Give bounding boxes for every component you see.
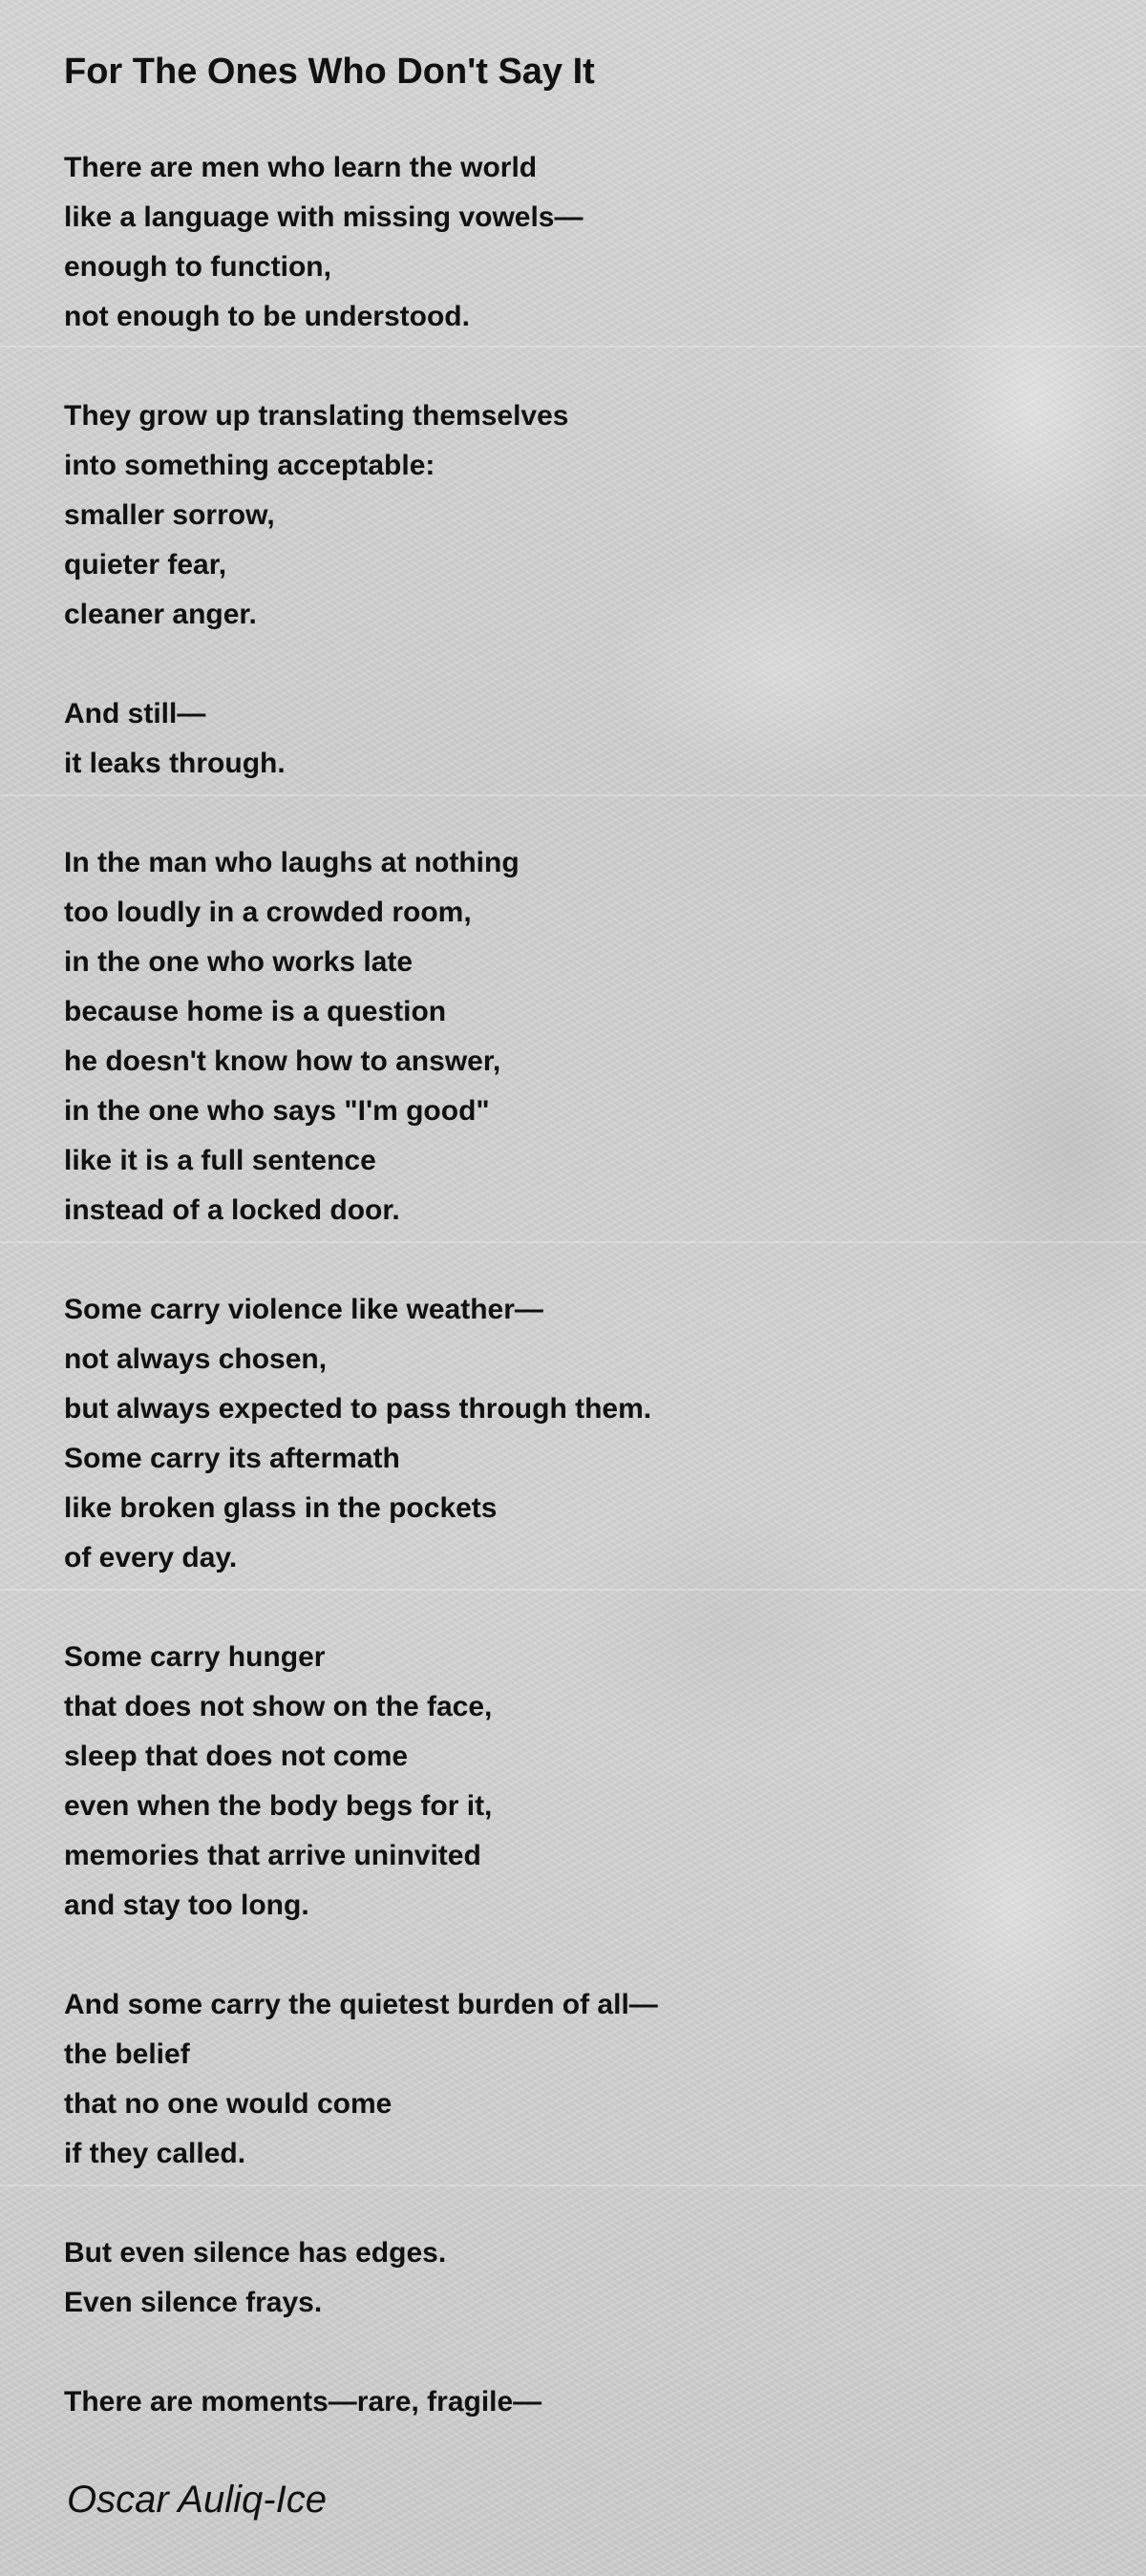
poem-line: not always chosen, xyxy=(64,1343,328,1375)
poem-line: memories that arrive uninvited xyxy=(64,1840,481,1871)
poem-title: For The Ones Who Don't Say It xyxy=(64,52,595,92)
poem-line: like broken glass in the pockets xyxy=(64,1492,498,1524)
poem-line: it leaks through. xyxy=(64,748,286,779)
poem-line: Some carry violence like weather— xyxy=(64,1294,543,1325)
poem-line: They grow up translating themselves xyxy=(64,400,569,432)
poem-line: into something acceptable: xyxy=(64,450,435,481)
stanza-2 xyxy=(64,391,1095,640)
stanza-7 xyxy=(64,1980,1095,2179)
stanza-9 xyxy=(64,2377,1095,2427)
poem-line: Some carry hunger xyxy=(64,1641,326,1673)
poem-line: Even silence frays. xyxy=(64,2287,323,2318)
poem-line: sleep that does not come xyxy=(64,1741,409,1772)
poem-line: because home is a question xyxy=(64,996,447,1027)
poem-line: and stay too long. xyxy=(64,1890,309,1921)
poem-line: in the one who says "I'm good" xyxy=(64,1095,490,1127)
poem-author: Oscar Auliq-Ice xyxy=(67,2479,327,2521)
poem-line: Some carry its aftermath xyxy=(64,1443,400,1474)
poem-line: enough to function, xyxy=(64,251,331,283)
poem-line: like it is a full sentence xyxy=(64,1145,376,1176)
stanza-3 xyxy=(64,689,1095,789)
poem-line: In the man who laughs at nothing xyxy=(64,847,520,878)
poem-line: he doesn't know how to answer, xyxy=(64,1045,501,1077)
poem-line: And still— xyxy=(64,698,206,729)
poem-line: the belief xyxy=(64,2038,190,2070)
poem-line: not enough to be understood. xyxy=(64,301,470,332)
poem-line: cleaner anger. xyxy=(64,599,257,630)
poem-line: There are men who learn the world xyxy=(64,152,538,183)
stanza-1 xyxy=(64,143,1095,342)
poem-line: of every day. xyxy=(64,1542,238,1573)
stanza-4 xyxy=(64,838,1095,1235)
poem-line: too loudly in a crowded room, xyxy=(64,897,472,928)
poem-line: even when the body begs for it, xyxy=(64,1790,493,1822)
poem-line: quieter fear, xyxy=(64,549,227,581)
poem-line: smaller sorrow, xyxy=(64,499,275,531)
poem-line: if they called. xyxy=(64,2138,246,2169)
poem-line: There are moments—rare, fragile— xyxy=(64,2386,542,2418)
stanza-5 xyxy=(64,1285,1095,1583)
stanza-6 xyxy=(64,1633,1095,1931)
poem-line: like a language with missing vowels— xyxy=(64,201,584,233)
poem-line: but always expected to pass through them. xyxy=(64,1393,652,1425)
stanza-8 xyxy=(64,2228,1095,2328)
poem-line: in the one who works late xyxy=(64,946,414,978)
poem-line: But even silence has edges. xyxy=(64,2237,447,2269)
poem-line: And some carry the quietest burden of all— xyxy=(64,1989,658,2020)
poem-line: that does not show on the face, xyxy=(64,1691,493,1722)
poem-container xyxy=(64,50,1095,2477)
poem-line: instead of a locked door. xyxy=(64,1194,400,1226)
poem-line: that no one would come xyxy=(64,2088,393,2120)
